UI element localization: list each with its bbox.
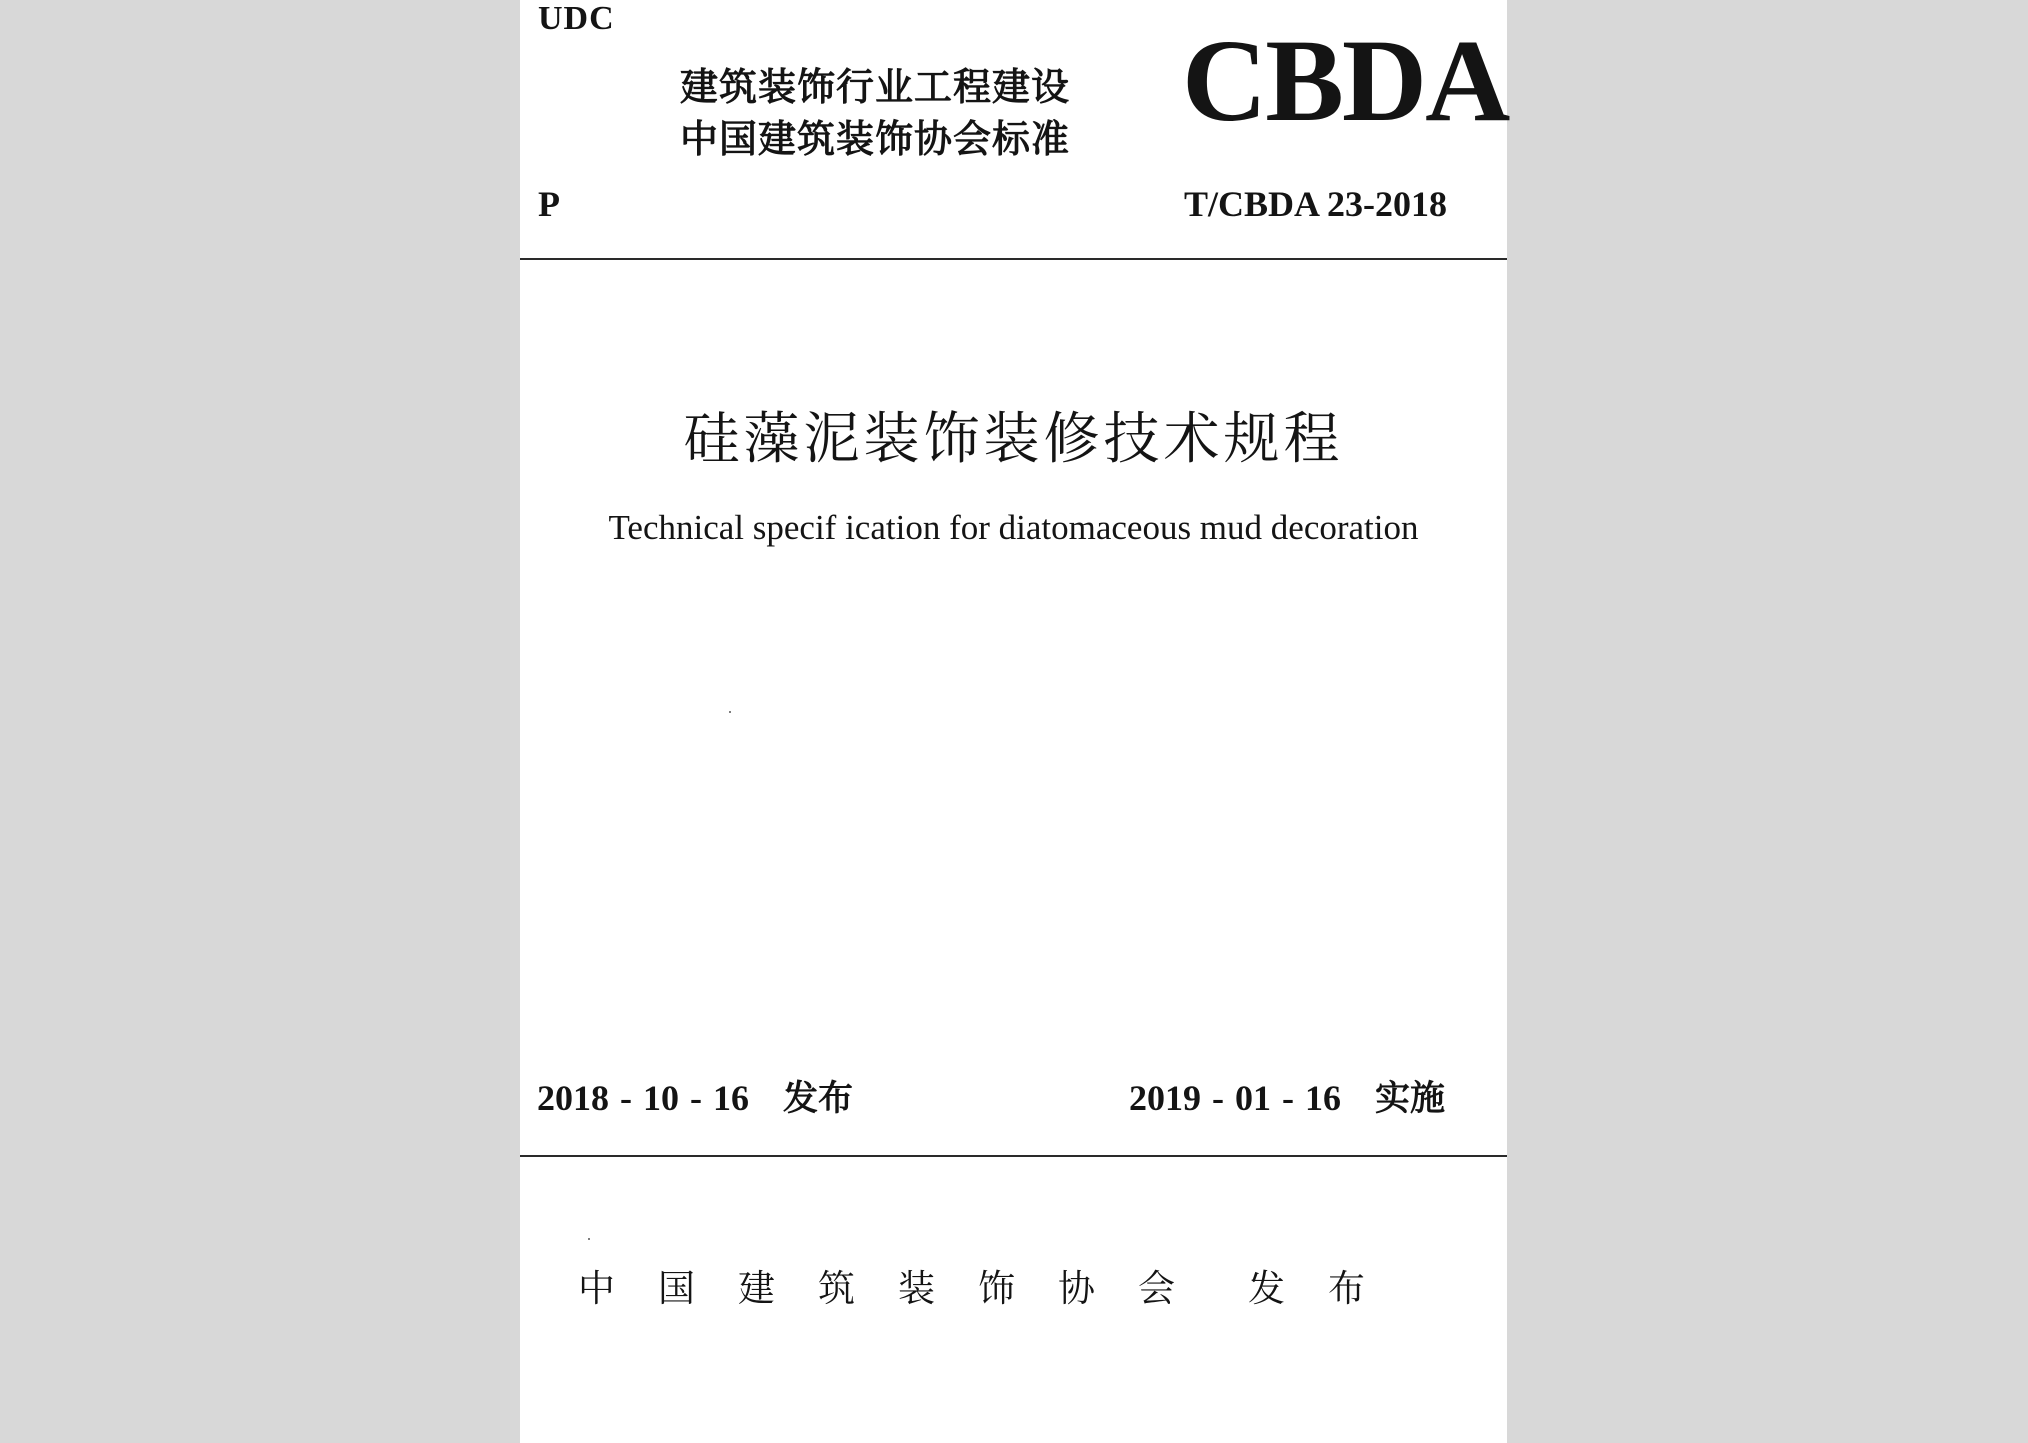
classification-code: P [538,184,560,224]
standard-cover-page [520,0,1507,1443]
scan-speck [588,1238,590,1240]
effective-date-block [1129,1080,1445,1117]
effective-date: 2019 - 01 - 16 [1129,1078,1341,1118]
cbda-logo: CBDA [1182,15,1509,146]
header-divider [520,258,1507,260]
footer-divider [520,1155,1507,1157]
issue-label: 发布 [782,1079,853,1119]
udc-label: UDC [538,0,615,37]
standard-number: T/CBDA 23-2018 [1183,184,1447,224]
issue-date: 2018 - 10 - 16 [537,1078,749,1118]
publisher-line [578,1267,1408,1310]
scan-speck [729,711,731,713]
document-title-english: Technical specif ication for diatomaceous mud decoration [608,508,1419,547]
standard-category-line-1: 建筑装饰行业工程建设 [680,65,1071,109]
document-title-chinese: 硅藻泥装饰装修技术规程 [683,407,1344,472]
standard-category-line-2: 中国建筑装饰协会标准 [680,117,1071,161]
effective-label: 实施 [1374,1079,1445,1119]
issue-date-block [537,1080,853,1117]
publisher-name: 中国建筑装饰协会 [578,1267,1218,1310]
publisher-action: 发布 [1248,1267,1408,1310]
